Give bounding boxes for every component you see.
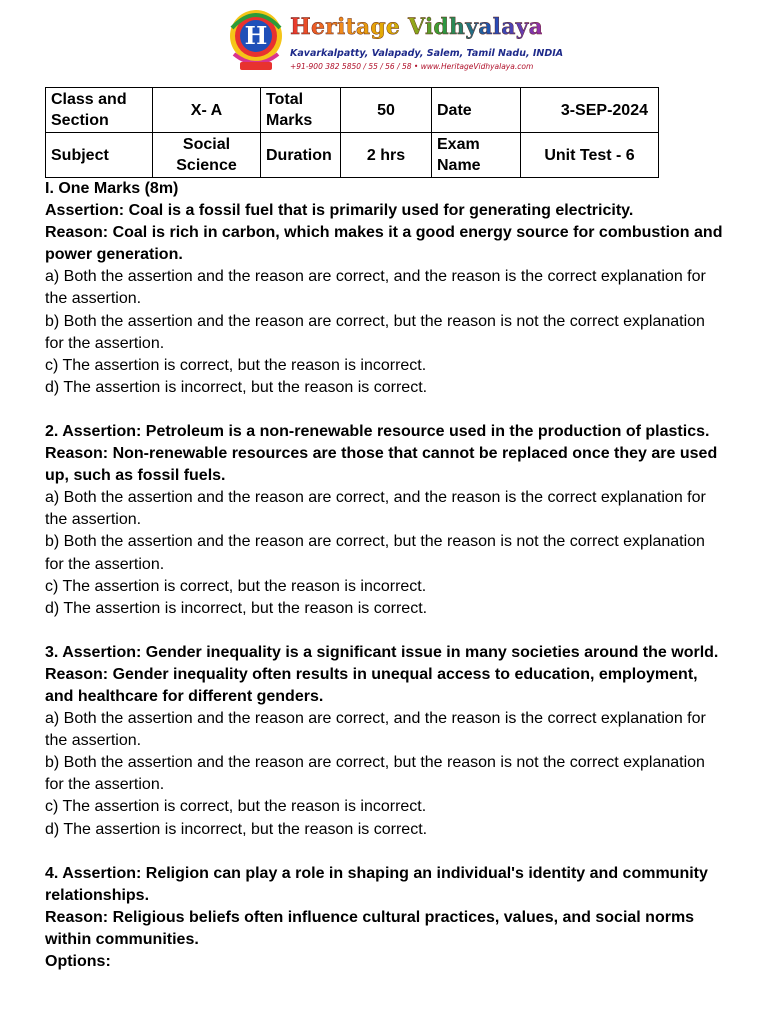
exam-name-label: Exam Name <box>432 133 521 178</box>
total-marks-value: 50 <box>341 88 432 133</box>
option-b: b) Both the assertion and the reason are correct, but the reason is not the correct explanation for the assertion. <box>45 312 705 352</box>
question-1 <box>45 200 725 399</box>
question-3 <box>45 642 725 841</box>
subject-value: Social Science <box>153 133 261 178</box>
option-a: a) Both the assertion and the reason are correct, and the reason is the correct explanation for the assertion. <box>45 489 706 529</box>
school-logo <box>226 8 286 72</box>
option-c: c) The assertion is correct, but the reason is incorrect. <box>45 356 427 374</box>
question-2 <box>45 421 725 620</box>
question-assertion: Assertion: Coal is a fossil fuel that is primarily used for generating electricity. <box>45 202 634 220</box>
school-name-wordmark <box>290 12 542 40</box>
question-reason: Reason: Gender inequality often results in unequal access to education, employment, and healthcare for different genders. <box>45 665 698 705</box>
spacer <box>45 399 725 421</box>
option-d: d) The assertion is incorrect, but the reason is correct. <box>45 820 428 838</box>
school-emblem-icon <box>226 8 286 72</box>
option-b: b) Both the assertion and the reason are correct, but the reason is not the correct explanation for the assertion. <box>45 533 705 573</box>
question-assertion: 4. Assertion: Religion can play a role in shaping an individual's identity and community relationships. <box>45 864 708 904</box>
class-value: X- A <box>153 88 261 133</box>
option-a: a) Both the assertion and the reason are correct, and the reason is the correct explanation for the assertion. <box>45 710 706 750</box>
table-row <box>46 133 659 178</box>
school-address: Kavarkalpatty, Valapady, Salem, Tamil Nadu, INDIA <box>290 48 564 59</box>
school-name <box>290 12 563 45</box>
option-d: d) The assertion is incorrect, but the reason is correct. <box>45 599 428 617</box>
exam-name-value: Unit Test - 6 <box>521 133 659 178</box>
class-label: Class and Section <box>46 88 153 133</box>
school-contact: +91-900 382 5850 / 55 / 56 / 58 • www.HeritageVidhyalaya.com <box>290 62 534 71</box>
date-label: Date <box>432 88 521 133</box>
option-c: c) The assertion is correct, but the reason is incorrect. <box>45 577 427 595</box>
options-label: Options: <box>45 953 111 970</box>
option-a: a) Both the assertion and the reason are correct, and the reason is the correct explanation for the assertion. <box>45 268 706 308</box>
date-value: 3-SEP-2024 <box>521 88 659 133</box>
total-marks-label: Total Marks <box>261 88 341 133</box>
option-d: d) The assertion is incorrect, but the reason is correct. <box>45 378 428 396</box>
logo-letter: H <box>244 21 268 50</box>
question-4 <box>45 863 725 973</box>
spacer <box>45 841 725 863</box>
option-c: c) The assertion is correct, but the reason is incorrect. <box>45 798 427 816</box>
brand-block <box>290 12 563 71</box>
option-b: b) Both the assertion and the reason are correct, but the reason is not the correct explanation for the assertion. <box>45 754 705 794</box>
question-paper-body <box>45 178 725 973</box>
spacer <box>45 620 725 642</box>
duration-value: 2 hrs <box>341 133 432 178</box>
page-header <box>0 0 768 82</box>
table-row <box>46 88 659 133</box>
question-reason: Reason: Non-renewable resources are those that cannot be replaced once they are used up, such as fossil fuels. <box>45 445 718 485</box>
exam-info-table <box>45 87 659 178</box>
section-heading: I. One Marks (8m) <box>45 180 179 197</box>
subject-label: Subject <box>46 133 153 178</box>
question-reason: Reason: Religious beliefs often influence cultural practices, values, and social norms within communities. <box>45 908 695 948</box>
question-reason: Reason: Coal is rich in carbon, which makes it a good energy source for combustion and power generation. <box>45 224 723 264</box>
question-assertion: 2. Assertion: Petroleum is a non-renewable resource used in the production of plastics. <box>45 422 710 440</box>
question-assertion: 3. Assertion: Gender inequality is a significant issue in many societies around the world. <box>45 643 719 661</box>
school-name-text: Heritage Vidhyalaya <box>290 14 542 40</box>
duration-label: Duration <box>261 133 341 178</box>
